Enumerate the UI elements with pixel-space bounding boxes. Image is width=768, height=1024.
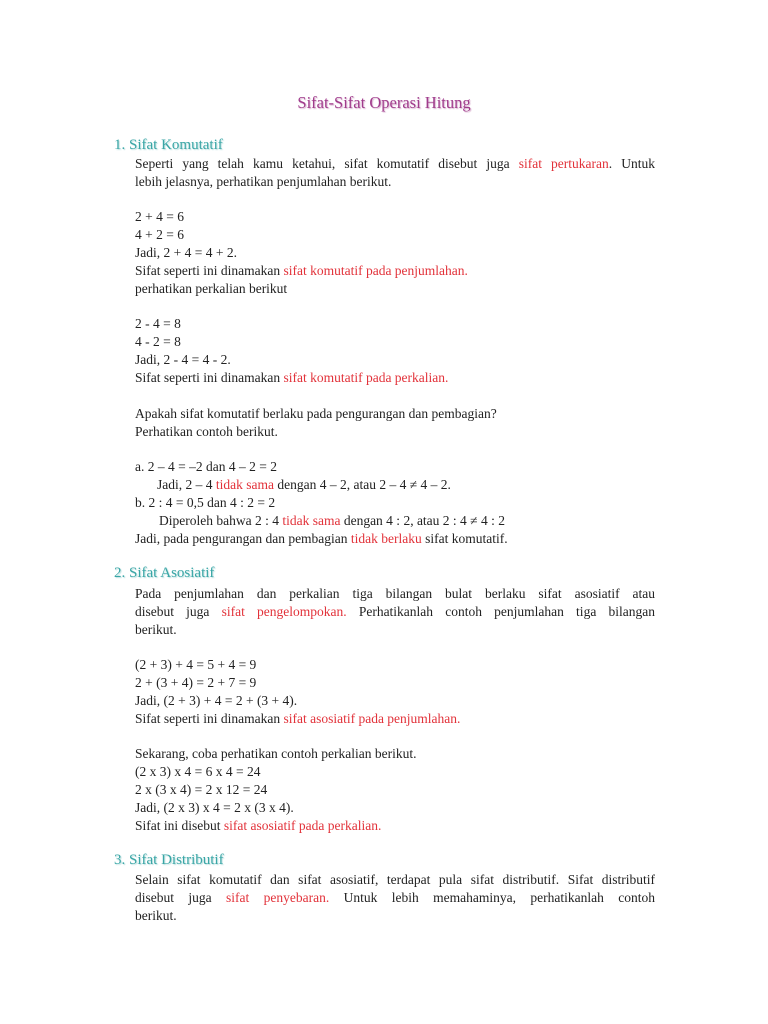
highlight-text: tidak sama [215, 477, 274, 492]
highlight-text: sifat pengelompokan. [221, 604, 347, 619]
section-3-heading: 3. Sifat Distributif [114, 852, 224, 868]
paragraph-line: lebih jelasnya, perhatikan penjumlahan berikut. [135, 174, 392, 189]
highlight-text: sifat penyebaran. [226, 890, 330, 905]
equation-line: Jadi, (2 + 3) + 4 = 2 + (3 + 4). [135, 693, 298, 708]
equation-line: (2 x 3) x 4 = 6 x 4 = 24 [135, 764, 261, 779]
highlight-text: sifat asosiatif pada perkalian. [223, 818, 382, 833]
highlight-text: sifat pertukaran [518, 156, 609, 171]
paragraph-line: perhatikan perkalian berikut [135, 281, 288, 296]
paragraph-line: Perhatikan contoh berikut. [135, 424, 278, 439]
paragraph-line: Sekarang, coba perhatikan contoh perkalian berikut. [135, 746, 417, 761]
equation-line: b. 2 : 4 = 0,5 dan 4 : 2 = 2 [135, 495, 276, 510]
paragraph-line: berikut. [135, 908, 177, 923]
equation-line: Jadi, 2 + 4 = 4 + 2. [135, 245, 237, 260]
equation-line: 2 + 4 = 6 [135, 209, 184, 224]
section-2-heading: 2. Sifat Asosiatif [114, 565, 215, 581]
paragraph-line: Sifat seperti ini dinamakan sifat komutatif pada penjumlahan. [135, 263, 468, 278]
paragraph-line: disebut juga sifat pengelompokan. Perhatikanlah contoh penjumlahan tiga bilangan [135, 604, 655, 619]
equation-line: 2 + (3 + 4) = 2 + 7 = 9 [135, 675, 257, 690]
equation-line: 2 x (3 x 4) = 2 x 12 = 24 [135, 782, 268, 797]
paragraph-line: Jadi, pada pengurangan dan pembagian tidak berlaku sifat komutatif. [135, 531, 508, 546]
paragraph-line: berikut. [135, 622, 177, 637]
highlight-text: sifat asosiatif pada penjumlahan. [283, 711, 461, 726]
paragraph-line: Selain sifat komutatif dan sifat asosiatif, terdapat pula sifat distributif. Sifat distributif [135, 872, 655, 887]
paragraph-line: Sifat ini disebut sifat asosiatif pada perkalian. [135, 818, 382, 833]
equation-line: Diperoleh bahwa 2 : 4 tidak sama dengan 4 : 2, atau 2 : 4 ≠ 4 : 2 [159, 513, 505, 528]
equation-line: Jadi, (2 x 3) x 4 = 2 x (3 x 4). [135, 800, 294, 815]
equation-line: a. 2 – 4 = –2 dan 4 – 2 = 2 [135, 459, 277, 474]
paragraph-line: Apakah sifat komutatif berlaku pada pengurangan dan pembagian? [135, 406, 497, 421]
paragraph-line: Sifat seperti ini dinamakan sifat asosiatif pada penjumlahan. [135, 711, 461, 726]
highlight-text: tidak sama [282, 513, 341, 528]
equation-line: 4 - 2 = 8 [135, 334, 181, 349]
equation-line: Jadi, 2 – 4 tidak sama dengan 4 – 2, atau 2 – 4 ≠ 4 – 2. [157, 477, 451, 492]
page-title: Sifat-Sifat Operasi Hitung [297, 93, 471, 112]
equation-line: Jadi, 2 - 4 = 4 - 2. [135, 352, 231, 367]
highlight-text: tidak berlaku [350, 531, 422, 546]
equation-line: 2 - 4 = 8 [135, 316, 181, 331]
paragraph-line: Seperti yang telah kamu ketahui, sifat komutatif disebut juga sifat pertukaran. Untuk [135, 156, 655, 171]
section-1-heading: 1. Sifat Komutatif [114, 137, 223, 153]
paragraph-line: disebut juga sifat penyebaran. Untuk lebih memahaminya, perhatikanlah contoh [135, 890, 655, 905]
paragraph-line: Sifat seperti ini dinamakan sifat komutatif pada perkalian. [135, 370, 449, 385]
highlight-text: sifat komutatif pada penjumlahan. [283, 263, 468, 278]
equation-line: 4 + 2 = 6 [135, 227, 184, 242]
equation-line: (2 + 3) + 4 = 5 + 4 = 9 [135, 657, 257, 672]
paragraph-line: Pada penjumlahan dan perkalian tiga bilangan bulat berlaku sifat asosiatif atau [135, 586, 655, 601]
highlight-text: sifat komutatif pada perkalian. [283, 370, 449, 385]
